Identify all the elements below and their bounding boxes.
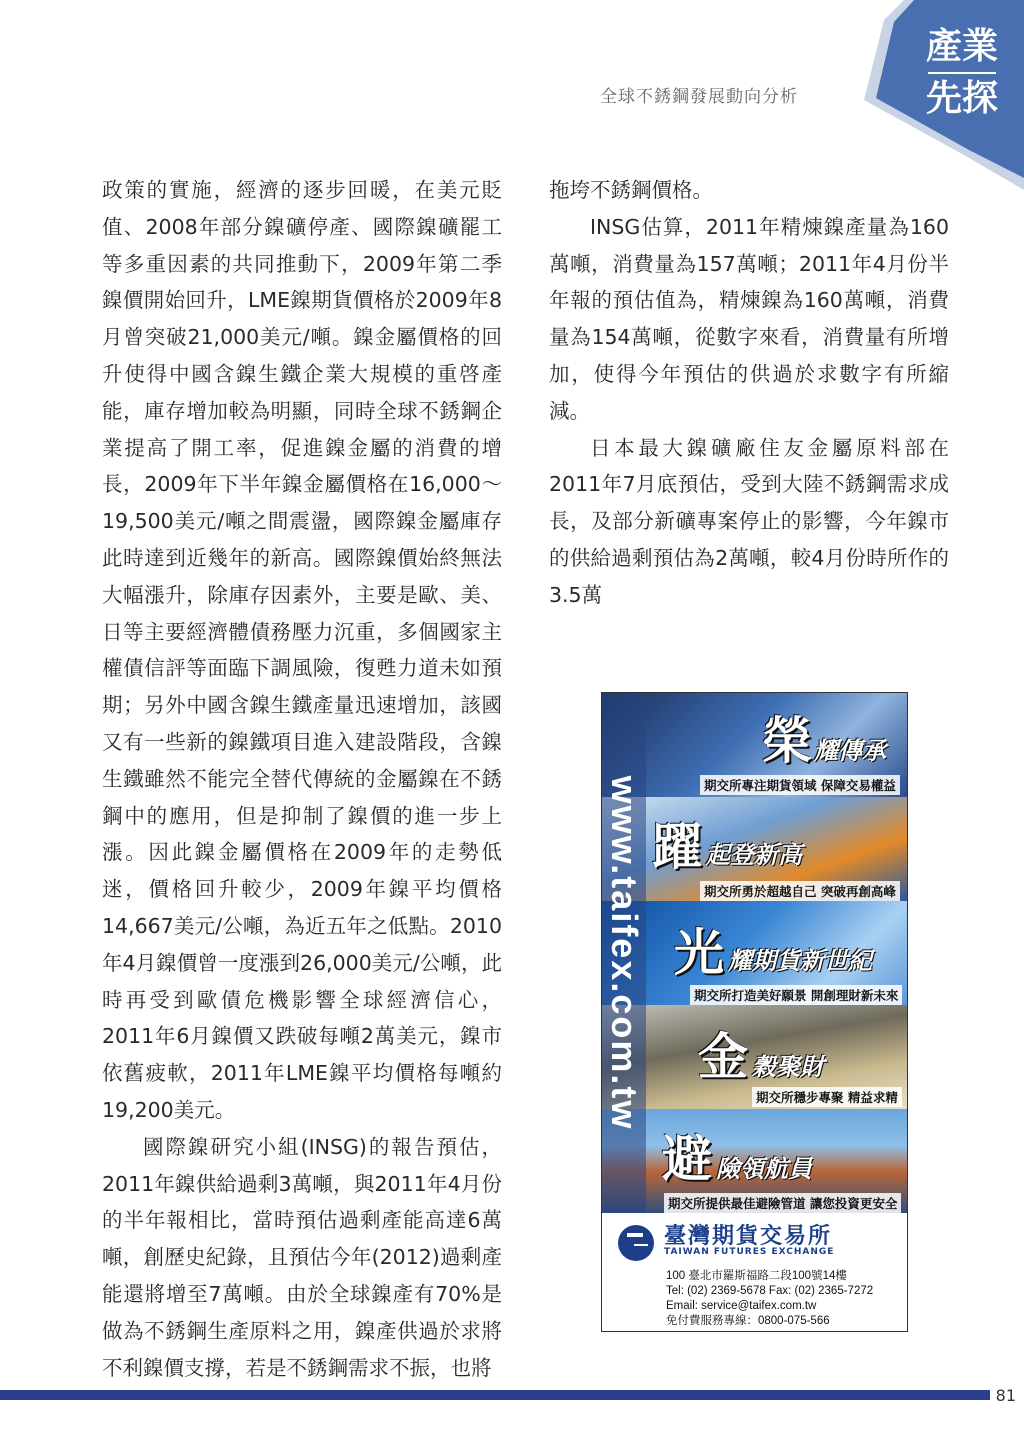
section-tag-line2: 先探 xyxy=(925,78,998,119)
ad-url-banner xyxy=(602,693,646,1213)
ad-panel-5-big: 避 xyxy=(662,1129,712,1188)
ad-panel-1 xyxy=(602,693,907,797)
ad-panel-3-rest: 耀期貨新世紀 xyxy=(728,946,872,975)
taifex-logo-icon xyxy=(618,1225,654,1261)
taifex-advertisement xyxy=(601,692,908,1332)
right-paragraph-3: 日本最大鎳礦廠住友金屬原料部在2011年7月底預估，受到大陸不銹鋼需求成長，及部分新礦專案停止的影響，今年鎳市的供給過剩預估為2萬噸，較4月份時所作的3.5萬 xyxy=(549,435,949,607)
ad-panel-1-big: 榮 xyxy=(762,711,812,770)
section-tag xyxy=(922,26,1002,120)
org-tel-fax: Tel: (02) 2369-5678 Fax: (02) 2365-7272 xyxy=(666,1285,874,1297)
ad-panel-1-sub: 期交所專注期貨領域 保障交易權益 xyxy=(700,775,900,795)
ad-panel-4 xyxy=(602,1005,907,1109)
left-paragraph-2: 國際鎳研究小組(INSG)的報告預估，2011年鎳供給過剩3萬噸，與2011年4月份的半年報相比，當時預估過剩產能高達6萬噸，創歷史紀錄，且預估今年(2012)過剩產能還將增至7萬噸。由於全球鎳產有70%是做為不銹鋼生產原料之用，鎳產供過於求將不利鎳價支撐，若是不銹鋼需求不振，也將 xyxy=(102,1134,502,1380)
section-tag-divider xyxy=(928,72,996,74)
ad-panel-1-rest: 耀傳承 xyxy=(814,736,886,765)
org-name: 臺灣期貨交易所 xyxy=(664,1223,833,1249)
ad-panel-3 xyxy=(602,901,907,1005)
left-column xyxy=(102,172,502,1386)
page-number: 81 xyxy=(995,1386,1016,1405)
right-column xyxy=(549,172,949,614)
org-email: Email: service@taifex.com.tw xyxy=(666,1300,817,1312)
footer-rule xyxy=(0,1390,990,1400)
ad-footer xyxy=(602,1213,907,1331)
ad-panel-4-rest: 穀聚財 xyxy=(752,1052,824,1081)
ad-panel-3-big: 光 xyxy=(674,923,724,982)
ad-panel-2-sub: 期交所勇於超越自己 突破再創高峰 xyxy=(700,881,900,901)
left-paragraph-1: 政策的實施，經濟的逐步回暖，在美元貶值、2008年部分鎳礦停產、國際鎳礦罷工等多重因素的共同推動下，2009年第二季鎳價開始回升，LME鎳期貨價格於2009年8月曾突破21,000美元/噸。鎳金屬價格的回升使得中國含鎳生鐵企業大規模的重啓產能，庫存增加較為明顯，同時全球不銹鋼企業提高了開工率，促進鎳金屬的消費的增長，2009年下半年鎳金屬價格在16,000～19,500美元/噸之間震盪，國際鎳金屬庫存此時達到近幾年的新高。國際鎳價始終無法大幅漲升，除庫存因素外，主要是歐、美、日等主要經濟體債務壓力沉重，多個國家主權債信評等面臨下調風險，復甦力道未如預期；另外中國含鎳生鐵產量迅速增加，該國又有一些新的鎳鐵項目進入建設階段，含鎳生鐵雖然不能完全替代傳統的金屬鎳在不銹鋼中的應用，但是抑制了鎳價的進一步上漲。因此鎳金屬價格在2009年的走勢低迷，價格回升較少，2009年鎳平均價格14,667美元/公噸，為近五年之低點。2010年4月鎳價曾一度漲到26,000美元/公噸，此時再受到歐債危機影響全球經濟信心，2011年6月鎳價又跌破每噸2萬美元，鎳市依舊疲軟，2011年LME鎳平均價格每噸約19,200美元。 xyxy=(102,178,502,1122)
ad-panel-4-sub: 期交所穩步專聚 精益求精 xyxy=(752,1087,902,1107)
org-hotline: 免付費服務專線：0800-075-566 xyxy=(666,1315,830,1327)
running-head: 全球不銹鋼發展動向分析 xyxy=(600,87,798,107)
ad-panel-5 xyxy=(602,1109,907,1213)
org-name-en: TAIWAN FUTURES EXCHANGE xyxy=(664,1247,835,1257)
ad-url: www.taifex.com.tw xyxy=(604,775,645,1131)
ad-panel-4-big: 金 xyxy=(698,1027,748,1086)
ad-panel-2 xyxy=(602,797,907,901)
ad-panel-2-big: 躍 xyxy=(652,817,702,876)
ad-panel-2-rest: 起登新高 xyxy=(706,840,802,869)
org-address: 100 臺北市羅斯福路二段100號14樓 xyxy=(666,1270,847,1282)
ad-panel-5-rest: 險領航員 xyxy=(716,1154,812,1183)
ad-panel-3-sub: 期交所打造美好願景 開創理財新未來 xyxy=(690,985,902,1005)
section-tag-line1: 產業 xyxy=(925,26,998,67)
right-paragraph-1: 拖垮不銹鋼價格。 xyxy=(549,178,713,202)
ad-panel-5-sub: 期交所提供最佳避險管道 讓您投資更安全 xyxy=(664,1193,901,1213)
right-paragraph-2: INSG估算，2011年精煉鎳產量為160萬噸，消費量為157萬噸；2011年4月份半年報的預估值為，精煉鎳為160萬噸，消費量為154萬噸，從數字來看，消費量有所增加，使得今年預估的供過於求數字有所縮減。 xyxy=(549,214,949,423)
